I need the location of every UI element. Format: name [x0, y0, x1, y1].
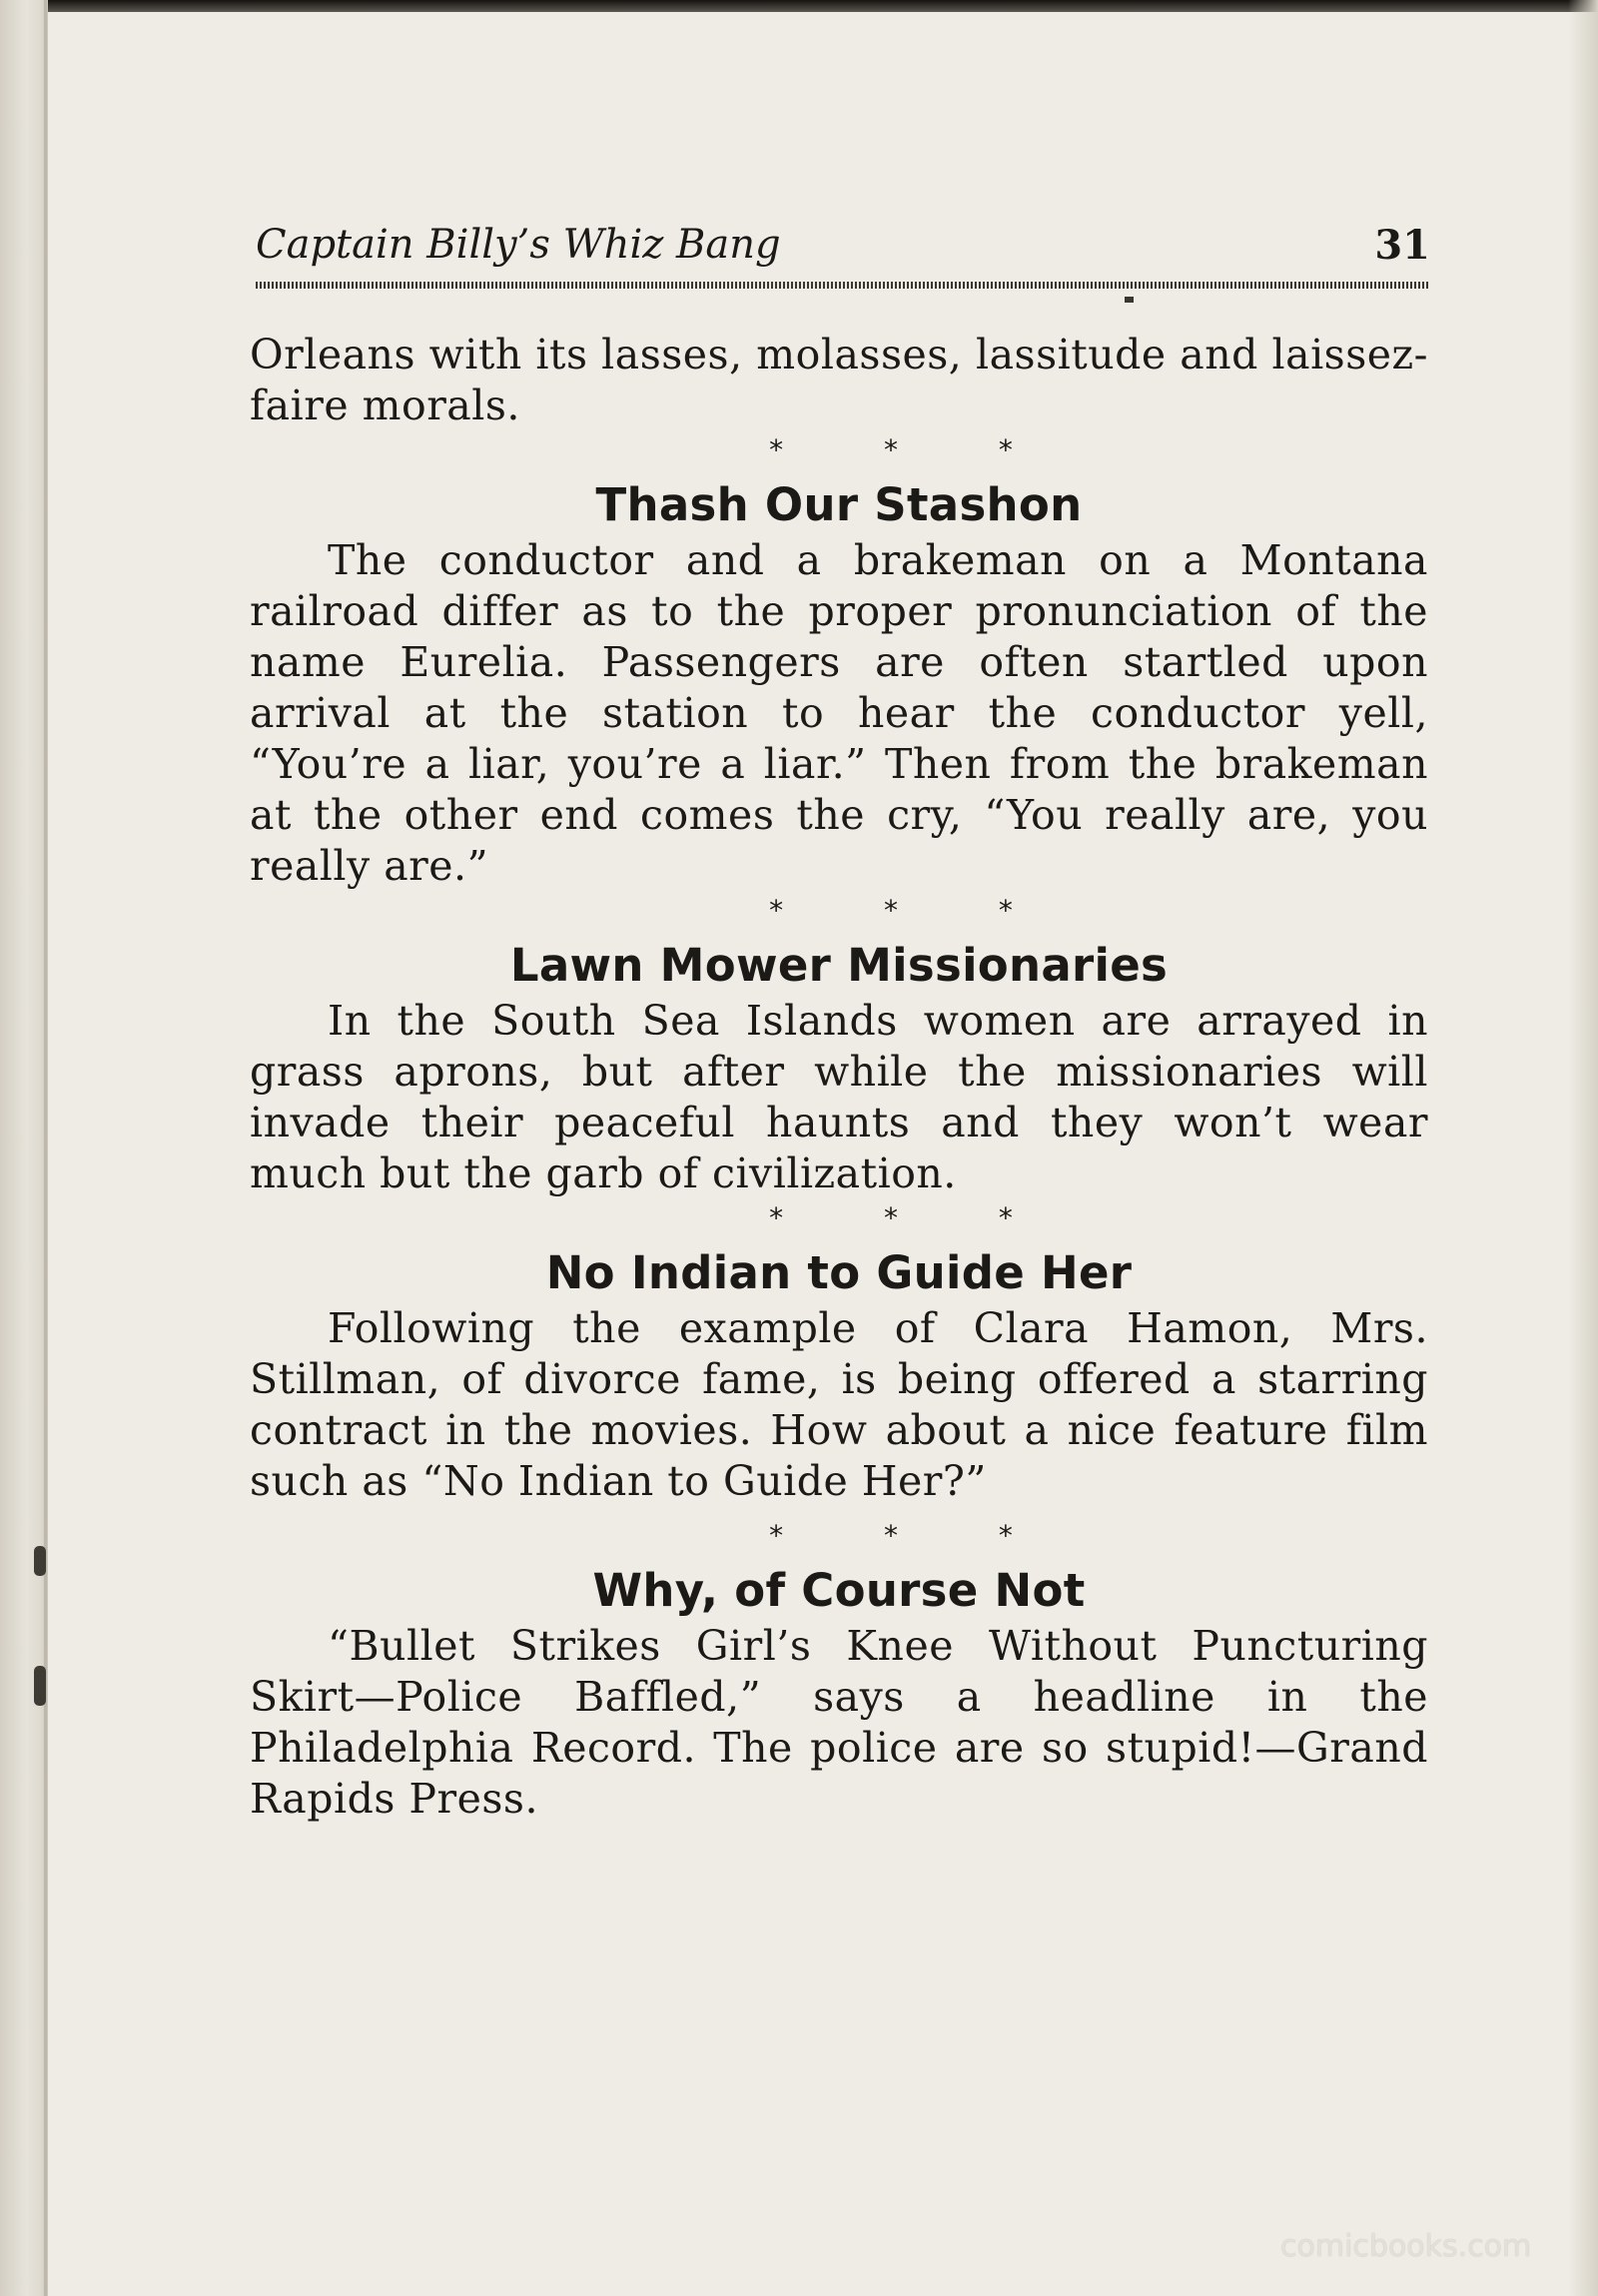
page-right-edge: [1568, 0, 1598, 2296]
running-header: [256, 222, 1430, 280]
article-body: The conductor and a brakeman on a Montana railroad differ as to the proper pronunciation of the name Eurelia. Passengers are often startled upon arrival at the station to hear the conductor yell, “You’re a liar, you’re a liar.” Then from the brakeman at the other end comes the cry, “You really are, you really are.”: [250, 536, 1428, 890]
section-divider: * * *: [769, 433, 1059, 466]
page-content: [250, 330, 1428, 1825]
page-number: 31: [1374, 222, 1430, 269]
article-title: Lawn Mower Missionaries: [509, 939, 1169, 992]
article-body: Following the example of Clara Hamon, Mrs. Stillman, of divorce fame, is being offered a starring contract in the movies. How about a nice feature film such as “No Indian to Guide Her?”: [250, 1304, 1428, 1505]
page-top-edge: [0, 0, 1598, 12]
section-divider: * * *: [769, 1201, 1059, 1234]
article-title: Thash Our Stashon: [595, 478, 1083, 531]
section-divider: * * *: [769, 894, 1059, 927]
article-title: No Indian to Guide Her: [545, 1246, 1133, 1299]
article-body: In the South Sea Islands women are arrayed in grass aprons, but after while the missionaries will invade their peaceful haunts and they won’t wear much but the garb of civilization.: [250, 997, 1428, 1197]
section-divider: * * *: [769, 1519, 1059, 1552]
running-title: Captain Billy’s Whiz Bang: [256, 222, 781, 268]
binding-margin: [0, 0, 48, 2296]
staple-hole: [34, 1546, 46, 1576]
binding-fold: [44, 0, 47, 2296]
header-rule: [256, 282, 1430, 289]
article-title: Why, of Course Not: [592, 1564, 1086, 1617]
staple-hole: [34, 1666, 46, 1706]
site-watermark: comicbooks.com: [1280, 2229, 1532, 2264]
rule-mark: [1125, 297, 1134, 303]
article-body: “Bullet Strikes Girl’s Knee Without Puncturing Skirt—Police Baffled,” says a headline in the Philadelphia Record. The police are so stupid!—Grand Rapids Press.: [250, 1622, 1428, 1823]
intro-paragraph: Orleans with its lasses, molasses, lassitude and laissez-faire morals.: [250, 331, 1428, 429]
